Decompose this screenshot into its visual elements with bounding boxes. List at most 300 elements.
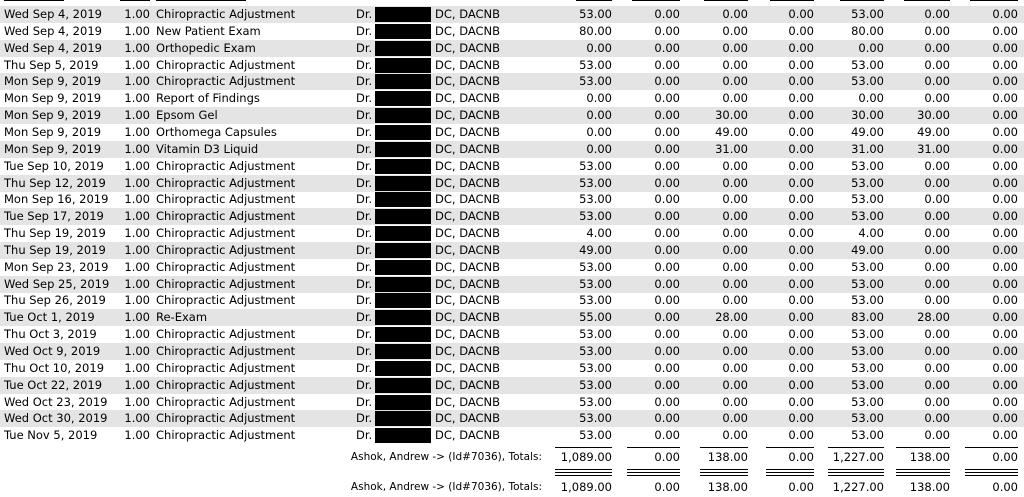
total-cell: 53.00	[851, 7, 884, 21]
charges-cell: 0.00	[586, 141, 612, 156]
qty-cell: 1.00	[124, 310, 150, 325]
col7-cell: 0.00	[992, 428, 1018, 443]
total-cell: 49.00	[851, 242, 884, 257]
total-cell: 0.00	[858, 91, 884, 106]
col2-cell: 0.00	[654, 57, 680, 72]
col2-cell: 0.00	[654, 360, 680, 375]
table-row	[0, 292, 1024, 309]
col4-cell: 0.00	[788, 276, 814, 291]
header-underline	[770, 0, 814, 1]
totals-label: Ashok, Andrew -> (Id#7036), Totals:	[350, 451, 542, 463]
totals-col7-cell: 0.00	[992, 480, 1018, 494]
col4-cell: 0.00	[788, 226, 814, 241]
col6-cell: 0.00	[924, 327, 950, 342]
col6-cell: 0.00	[924, 276, 950, 291]
totals-total-cell: 1,227.00	[832, 450, 884, 464]
col6-cell: 0.00	[924, 7, 950, 21]
col6-cell: 0.00	[924, 394, 950, 409]
col6-cell: 0.00	[924, 226, 950, 241]
charges-cell: 80.00	[579, 23, 612, 38]
description-cell: Chiropractic Adjustment	[156, 394, 296, 409]
total-rule	[766, 447, 814, 448]
col3-cell: 28.00	[715, 310, 748, 325]
provider-credentials: DC, DACNB	[435, 293, 501, 308]
table-row	[0, 124, 1024, 141]
description-cell: New Patient Exam	[156, 23, 261, 38]
col2-cell: 0.00	[654, 175, 680, 190]
col4-cell: 0.00	[788, 192, 814, 207]
col3-cell: 0.00	[722, 344, 748, 358]
redacted-name-bar	[375, 361, 431, 376]
col7-cell: 0.00	[992, 293, 1018, 308]
date-cell: Wed Oct 9, 2019	[4, 344, 101, 358]
redacted-name-bar	[375, 159, 431, 174]
col7-cell: 0.00	[992, 310, 1018, 325]
col7-cell: 0.00	[992, 360, 1018, 375]
col6-cell: 49.00	[917, 124, 950, 139]
table-row	[0, 309, 1024, 326]
col7-cell: 0.00	[992, 124, 1018, 139]
col2-cell: 0.00	[654, 259, 680, 274]
col2-cell: 0.00	[654, 40, 680, 55]
provider-prefix: Dr.	[356, 124, 373, 139]
total-cell: 53.00	[851, 344, 884, 358]
col6-cell: 0.00	[924, 175, 950, 190]
qty-cell: 1.00	[124, 91, 150, 106]
provider-prefix: Dr.	[356, 91, 373, 106]
col2-cell: 0.00	[654, 411, 680, 426]
col3-cell: 0.00	[722, 327, 748, 342]
provider-credentials: DC, DACNB	[435, 23, 501, 38]
col7-cell: 0.00	[992, 175, 1018, 190]
provider-prefix: Dr.	[356, 40, 373, 55]
redacted-name-bar	[375, 293, 431, 308]
col6-cell: 0.00	[924, 209, 950, 224]
total-cell: 4.00	[858, 226, 884, 241]
col7-cell: 0.00	[992, 91, 1018, 106]
date-cell: Mon Sep 16, 2019	[4, 192, 109, 207]
charges-cell: 53.00	[579, 276, 612, 291]
table-row	[0, 208, 1024, 225]
qty-cell: 1.00	[124, 360, 150, 375]
col7-cell: 0.00	[992, 74, 1018, 89]
col4-cell: 0.00	[788, 344, 814, 358]
date-cell: Wed Sep 4, 2019	[4, 40, 102, 55]
col6-cell: 0.00	[924, 259, 950, 274]
col6-cell: 0.00	[924, 377, 950, 392]
qty-cell: 1.00	[124, 377, 150, 392]
col2-cell: 0.00	[654, 310, 680, 325]
col4-cell: 0.00	[788, 310, 814, 325]
redacted-name-bar	[375, 176, 431, 191]
description-cell: Chiropractic Adjustment	[156, 276, 296, 291]
total-cell: 53.00	[851, 74, 884, 89]
col7-cell: 0.00	[992, 411, 1018, 426]
table-row	[0, 90, 1024, 107]
col7-cell: 0.00	[992, 394, 1018, 409]
table-row	[0, 191, 1024, 208]
charges-cell: 53.00	[579, 74, 612, 89]
col3-cell: 0.00	[722, 40, 748, 55]
total-rule	[627, 447, 680, 448]
col2-cell: 0.00	[654, 327, 680, 342]
redacted-name-bar	[375, 209, 431, 224]
col3-cell: 0.00	[722, 276, 748, 291]
totals-col3-cell: 138.00	[707, 480, 748, 494]
col6-cell: 0.00	[924, 428, 950, 443]
col3-cell: 0.00	[722, 360, 748, 375]
redacted-name-bar	[375, 58, 431, 73]
date-cell: Wed Oct 30, 2019	[4, 411, 108, 426]
provider-prefix: Dr.	[356, 411, 373, 426]
charges-cell: 0.00	[586, 124, 612, 139]
charges-cell: 53.00	[579, 175, 612, 190]
total-cell: 53.00	[851, 411, 884, 426]
table-row	[0, 343, 1024, 360]
redacted-name-bar	[375, 125, 431, 140]
col3-cell: 0.00	[722, 428, 748, 443]
col6-cell: 0.00	[924, 158, 950, 173]
col6-cell: 0.00	[924, 411, 950, 426]
charges-cell: 53.00	[579, 344, 612, 358]
total-cell: 53.00	[851, 428, 884, 443]
date-cell: Thu Sep 5, 2019	[4, 57, 99, 72]
col7-cell: 0.00	[992, 108, 1018, 123]
qty-cell: 1.00	[124, 158, 150, 173]
total-rule	[627, 475, 680, 476]
total-rule	[896, 447, 950, 448]
col6-cell: 0.00	[924, 293, 950, 308]
provider-credentials: DC, DACNB	[435, 377, 501, 392]
table-row	[0, 225, 1024, 242]
redacted-name-bar	[375, 74, 431, 89]
col6-cell: 0.00	[924, 57, 950, 72]
col2-cell: 0.00	[654, 276, 680, 291]
total-cell: 80.00	[851, 23, 884, 38]
date-cell: Mon Sep 9, 2019	[4, 141, 102, 156]
col2-cell: 0.00	[654, 158, 680, 173]
description-cell: Chiropractic Adjustment	[156, 7, 296, 21]
col2-cell: 0.00	[654, 124, 680, 139]
total-rule	[965, 447, 1018, 448]
col7-cell: 0.00	[992, 158, 1018, 173]
provider-credentials: DC, DACNB	[435, 360, 501, 375]
col4-cell: 0.00	[788, 293, 814, 308]
charges-cell: 53.00	[579, 209, 612, 224]
col7-cell: 0.00	[992, 192, 1018, 207]
total-cell: 53.00	[851, 158, 884, 173]
col2-cell: 0.00	[654, 428, 680, 443]
redacted-name-bar	[375, 41, 431, 56]
provider-prefix: Dr.	[356, 327, 373, 342]
total-cell: 53.00	[851, 192, 884, 207]
total-cell: 53.00	[851, 360, 884, 375]
col3-cell: 0.00	[722, 293, 748, 308]
col7-cell: 0.00	[992, 40, 1018, 55]
col7-cell: 0.00	[992, 141, 1018, 156]
qty-cell: 1.00	[124, 209, 150, 224]
provider-credentials: DC, DACNB	[435, 124, 501, 139]
col2-cell: 0.00	[654, 242, 680, 257]
col7-cell: 0.00	[992, 57, 1018, 72]
col2-cell: 0.00	[654, 108, 680, 123]
provider-credentials: DC, DACNB	[435, 108, 501, 123]
col6-cell: 0.00	[924, 74, 950, 89]
col3-cell: 49.00	[715, 124, 748, 139]
table-row	[0, 326, 1024, 343]
description-cell: Chiropractic Adjustment	[156, 344, 296, 358]
provider-credentials: DC, DACNB	[435, 242, 501, 257]
total-cell: 53.00	[851, 57, 884, 72]
col6-cell: 31.00	[917, 141, 950, 156]
table-row	[0, 360, 1024, 377]
col4-cell: 0.00	[788, 74, 814, 89]
redacted-name-bar	[375, 192, 431, 207]
col6-cell: 0.00	[924, 360, 950, 375]
col2-cell: 0.00	[654, 226, 680, 241]
provider-credentials: DC, DACNB	[435, 192, 501, 207]
description-cell: Chiropractic Adjustment	[156, 411, 296, 426]
total-rule	[627, 469, 680, 470]
col4-cell: 0.00	[788, 428, 814, 443]
date-cell: Wed Sep 25, 2019	[4, 276, 110, 291]
col3-cell: 0.00	[722, 209, 748, 224]
total-rule	[700, 472, 748, 473]
total-cell: 0.00	[858, 40, 884, 55]
redacted-name-bar	[375, 91, 431, 106]
charges-cell: 53.00	[579, 7, 612, 21]
provider-prefix: Dr.	[356, 192, 373, 207]
col7-cell: 0.00	[992, 377, 1018, 392]
col6-cell: 0.00	[924, 192, 950, 207]
charges-cell: 49.00	[579, 242, 612, 257]
totals-col4-cell: 0.00	[788, 450, 814, 464]
col4-cell: 0.00	[788, 57, 814, 72]
total-cell: 53.00	[851, 175, 884, 190]
redacted-name-bar	[375, 395, 431, 410]
col3-cell: 0.00	[722, 192, 748, 207]
provider-credentials: DC, DACNB	[435, 344, 501, 358]
description-cell: Epsom Gel	[156, 108, 218, 123]
col6-cell: 28.00	[917, 310, 950, 325]
header-underline	[632, 0, 680, 1]
col7-cell: 0.00	[992, 276, 1018, 291]
qty-cell: 1.00	[124, 394, 150, 409]
provider-credentials: DC, DACNB	[435, 7, 501, 21]
col7-cell: 0.00	[992, 7, 1018, 21]
header-underline	[120, 0, 150, 1]
charges-cell: 55.00	[579, 310, 612, 325]
provider-credentials: DC, DACNB	[435, 40, 501, 55]
col4-cell: 0.00	[788, 108, 814, 123]
totals-total-cell: 1,227.00	[832, 480, 884, 494]
provider-prefix: Dr.	[356, 23, 373, 38]
provider-prefix: Dr.	[356, 242, 373, 257]
redacted-name-bar	[375, 327, 431, 342]
provider-credentials: DC, DACNB	[435, 310, 501, 325]
total-rule	[896, 469, 950, 470]
col3-cell: 0.00	[722, 158, 748, 173]
col7-cell: 0.00	[992, 242, 1018, 257]
description-cell: Vitamin D3 Liquid	[156, 141, 259, 156]
date-cell: Mon Sep 9, 2019	[4, 108, 102, 123]
col4-cell: 0.00	[788, 91, 814, 106]
total-rule	[700, 447, 748, 448]
table-row	[0, 107, 1024, 124]
col7-cell: 0.00	[992, 226, 1018, 241]
charges-cell: 4.00	[586, 226, 612, 241]
total-cell: 31.00	[851, 141, 884, 156]
total-rule	[828, 475, 884, 476]
table-row	[0, 410, 1024, 427]
redacted-name-bar	[375, 310, 431, 325]
provider-prefix: Dr.	[356, 158, 373, 173]
col3-cell: 0.00	[722, 394, 748, 409]
qty-cell: 1.00	[124, 344, 150, 358]
qty-cell: 1.00	[124, 192, 150, 207]
col7-cell: 0.00	[992, 259, 1018, 274]
total-rule	[896, 475, 950, 476]
provider-credentials: DC, DACNB	[435, 259, 501, 274]
date-cell: Thu Sep 19, 2019	[4, 226, 106, 241]
redacted-name-bar	[375, 226, 431, 241]
provider-prefix: Dr.	[356, 377, 373, 392]
charges-cell: 53.00	[579, 192, 612, 207]
table-row	[0, 40, 1024, 57]
col6-cell: 0.00	[924, 242, 950, 257]
table-row	[0, 158, 1024, 175]
provider-prefix: Dr.	[356, 57, 373, 72]
provider-prefix: Dr.	[356, 428, 373, 443]
qty-cell: 1.00	[124, 428, 150, 443]
col2-cell: 0.00	[654, 209, 680, 224]
col3-cell: 0.00	[722, 57, 748, 72]
charges-cell: 53.00	[579, 57, 612, 72]
table-row	[0, 6, 1024, 23]
provider-prefix: Dr.	[356, 108, 373, 123]
provider-credentials: DC, DACNB	[435, 394, 501, 409]
provider-prefix: Dr.	[356, 293, 373, 308]
total-rule	[627, 472, 680, 473]
date-cell: Mon Sep 9, 2019	[4, 74, 102, 89]
totals-charges-cell: 1,089.00	[560, 480, 612, 494]
provider-credentials: DC, DACNB	[435, 327, 501, 342]
table-row	[0, 242, 1024, 259]
qty-cell: 1.00	[124, 259, 150, 274]
qty-cell: 1.00	[124, 40, 150, 55]
col3-cell: 0.00	[722, 226, 748, 241]
col3-cell: 0.00	[722, 175, 748, 190]
provider-credentials: DC, DACNB	[435, 226, 501, 241]
charges-cell: 53.00	[579, 360, 612, 375]
date-cell: Tue Oct 1, 2019	[4, 310, 95, 325]
col6-cell: 30.00	[917, 108, 950, 123]
col3-cell: 0.00	[722, 74, 748, 89]
col4-cell: 0.00	[788, 175, 814, 190]
description-cell: Chiropractic Adjustment	[156, 242, 296, 257]
redacted-name-bar	[375, 24, 431, 39]
provider-credentials: DC, DACNB	[435, 175, 501, 190]
description-cell: Chiropractic Adjustment	[156, 74, 296, 89]
totals-label: Ashok, Andrew -> (Id#7036), Totals:	[350, 481, 542, 493]
provider-credentials: DC, DACNB	[435, 276, 501, 291]
date-cell: Thu Sep 26, 2019	[4, 293, 106, 308]
table-row	[0, 276, 1024, 293]
date-cell: Thu Oct 10, 2019	[4, 360, 105, 375]
table-row	[0, 175, 1024, 192]
col6-cell: 0.00	[924, 23, 950, 38]
qty-cell: 1.00	[124, 242, 150, 257]
description-cell: Chiropractic Adjustment	[156, 259, 296, 274]
redacted-name-bar	[375, 428, 431, 443]
totals-col4-cell: 0.00	[788, 480, 814, 494]
date-cell: Wed Sep 4, 2019	[4, 7, 102, 21]
provider-credentials: DC, DACNB	[435, 74, 501, 89]
qty-cell: 1.00	[124, 293, 150, 308]
col4-cell: 0.00	[788, 158, 814, 173]
total-rule	[766, 475, 814, 476]
provider-prefix: Dr.	[356, 360, 373, 375]
col4-cell: 0.00	[788, 40, 814, 55]
table-row	[0, 394, 1024, 411]
total-rule	[828, 447, 884, 448]
header-underline	[704, 0, 748, 1]
col3-cell: 0.00	[722, 23, 748, 38]
description-cell: Report of Findings	[156, 91, 260, 106]
qty-cell: 1.00	[124, 7, 150, 21]
col2-cell: 0.00	[654, 344, 680, 358]
description-cell: Chiropractic Adjustment	[156, 428, 296, 443]
provider-prefix: Dr.	[356, 344, 373, 358]
description-cell: Chiropractic Adjustment	[156, 360, 296, 375]
total-cell: 53.00	[851, 293, 884, 308]
charges-cell: 53.00	[579, 327, 612, 342]
col7-cell: 0.00	[992, 209, 1018, 224]
description-cell: Orthopedic Exam	[156, 40, 256, 55]
totals-charges-cell: 1,089.00	[560, 450, 612, 464]
provider-credentials: DC, DACNB	[435, 91, 501, 106]
date-cell: Tue Sep 10, 2019	[4, 158, 104, 173]
charges-cell: 53.00	[579, 158, 612, 173]
provider-prefix: Dr.	[356, 141, 373, 156]
table-row	[0, 259, 1024, 276]
table-row	[0, 57, 1024, 74]
header-underline	[904, 0, 950, 1]
header-underline	[840, 0, 884, 1]
provider-credentials: DC, DACNB	[435, 428, 501, 443]
provider-prefix: Dr.	[356, 310, 373, 325]
col2-cell: 0.00	[654, 23, 680, 38]
col4-cell: 0.00	[788, 7, 814, 21]
table-row	[0, 73, 1024, 90]
total-rule	[896, 472, 950, 473]
total-cell: 53.00	[851, 259, 884, 274]
table-row	[0, 141, 1024, 158]
provider-prefix: Dr.	[356, 74, 373, 89]
col2-cell: 0.00	[654, 394, 680, 409]
col3-cell: 0.00	[722, 259, 748, 274]
date-cell: Wed Oct 23, 2019	[4, 394, 108, 409]
total-rule	[828, 472, 884, 473]
total-rule	[700, 469, 748, 470]
date-cell: Thu Sep 19, 2019	[4, 242, 106, 257]
description-cell: Chiropractic Adjustment	[156, 158, 296, 173]
redacted-name-bar	[375, 108, 431, 123]
col2-cell: 0.00	[654, 91, 680, 106]
total-rule	[555, 447, 612, 448]
total-rule	[828, 469, 884, 470]
total-rule	[965, 472, 1018, 473]
